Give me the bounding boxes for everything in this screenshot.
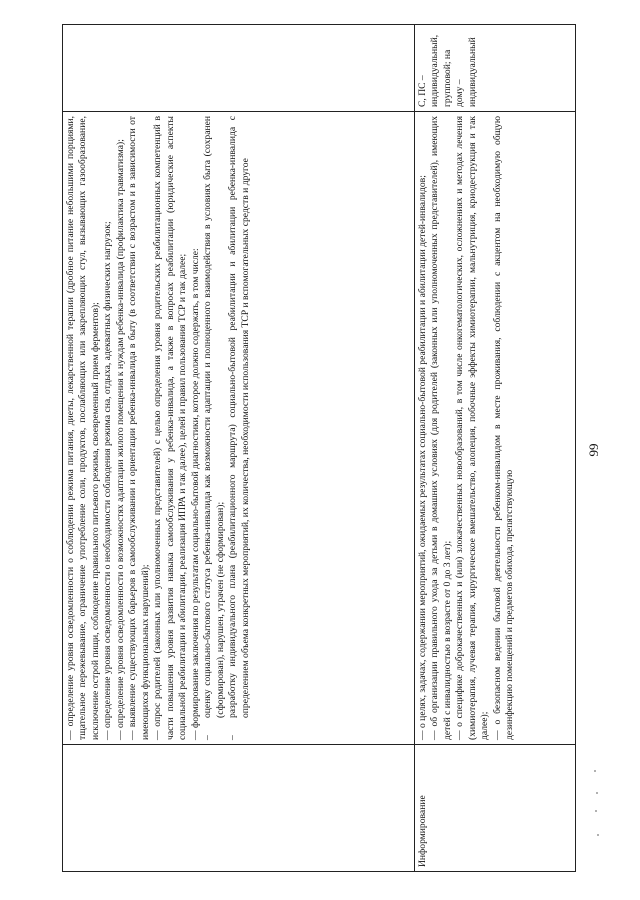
- table-row: [415, 25, 576, 872]
- sub-list-item: [227, 116, 252, 740]
- row2-content-cell: [415, 112, 576, 745]
- content-paragraph: — о специфике доброкачественных и (или) злокачественных новообразований, в том числе онкогематологических, осложнениях и методах лечения (химиотерапия, лучевая терапия, хирургическое вмешательство, алопеция, побочные эффекты химиотерапии, мальнутриция, криодеструкция и так далее);: [454, 116, 491, 740]
- sub-item-text: оценку социально-бытового статуса ребенка-инвалида как возможности адаптации и полноценного взаимодействия в условиях быта (сохранен (сформирован), нарушен, утрачен (не сформирован);: [202, 116, 226, 718]
- dash-marker: –: [202, 735, 214, 740]
- scan-noise: [594, 770, 600, 840]
- page-number: 99: [586, 443, 601, 457]
- content-paragraph: — определение уровня осведомленности о возможностях адаптации жилого помещения к нуждам ребенка-инвалида (профилактика травматизма);: [114, 139, 126, 740]
- table-row: [63, 25, 415, 872]
- sub-item-text: разработку индивидуального плана (реабилитационного маршрута) социально-бытовой реабилитации и абилитации ребенка-инвалида с определением объема конкретных мероприятий, их количества, необходимости использования ТСР и вспомогательных средств и другое: [227, 116, 251, 718]
- content-paragraph: — опрос родителей (законных или уполномоченных представителей) с целью определения уровня родительских реабилитационных компетенций в части повышения уровня развития навыка самообслуживания у ребенка-инвалида, а также в вопросах реабилитации (юридические аспекты социальной реабилитации и абилитации, реализация ИПРА и так далее), целей и правил пользования ТСР и так далее;: [152, 116, 189, 740]
- content-paragraph: — выявление существующих барьеров в самообслуживании и ориентации ребенка-инвалида в быту (в соответствии с возрастом и в зависимости от имеющихся функциональных нарушений);: [127, 116, 151, 740]
- content-paragraph: — о безопасном ведении бытовой деятельности ребенком-инвалидом в месте проживания, соблюдении с акцентом на необходимую общую дезинфекцию помещений и предметов обихода, препятствующую: [491, 116, 516, 740]
- row2-form-cell: С, ПС – индивидуальный, групповой; на дому – индивидуальный: [415, 25, 576, 112]
- content-paragraph: — определение уровня осведомленности о соблюдении режима питания, диеты, лекарственной терапии (дробное питание небольшими порциями, тщательное пережевывание, ограничение употребление соли, продуктов, послабляющих или закрепляющих стул, вызывающих газообразование, исключение острой пищи, соблюдение правильного питьевого режима, своевременный прием ферментов);: [65, 116, 101, 740]
- content-paragraph: — определение уровня осведомленности о необходимости соблюдения режима сна, отдыха, адекватных физических нагрузок;: [102, 221, 114, 740]
- sub-list-item: [202, 116, 227, 740]
- row1-content-cell: [63, 112, 415, 745]
- content-paragraph: — об организации правильного ухода за детьми в домашних условиях (для родителей (законных или уполномоченных представителей), имеющих детей с инвалидностью в возрасте от 0 до 3 лет);: [429, 116, 453, 740]
- content-paragraph: — о целях, задачах, содержании мероприятий, ожидаемых результатах социально-бытовой реабилитации и абилитации детей-инвалидов;: [417, 175, 428, 740]
- row1-form-cell: [63, 25, 415, 112]
- services-table: [62, 24, 576, 872]
- dash-marker: –: [227, 735, 239, 740]
- content-paragraph: — формирование заключения по результатам социально-бытовой диагностики, которое должно содержать, в том числе:: [189, 248, 201, 740]
- row1-service-cell: [63, 745, 415, 872]
- row2-service-cell: Информирование: [415, 745, 576, 872]
